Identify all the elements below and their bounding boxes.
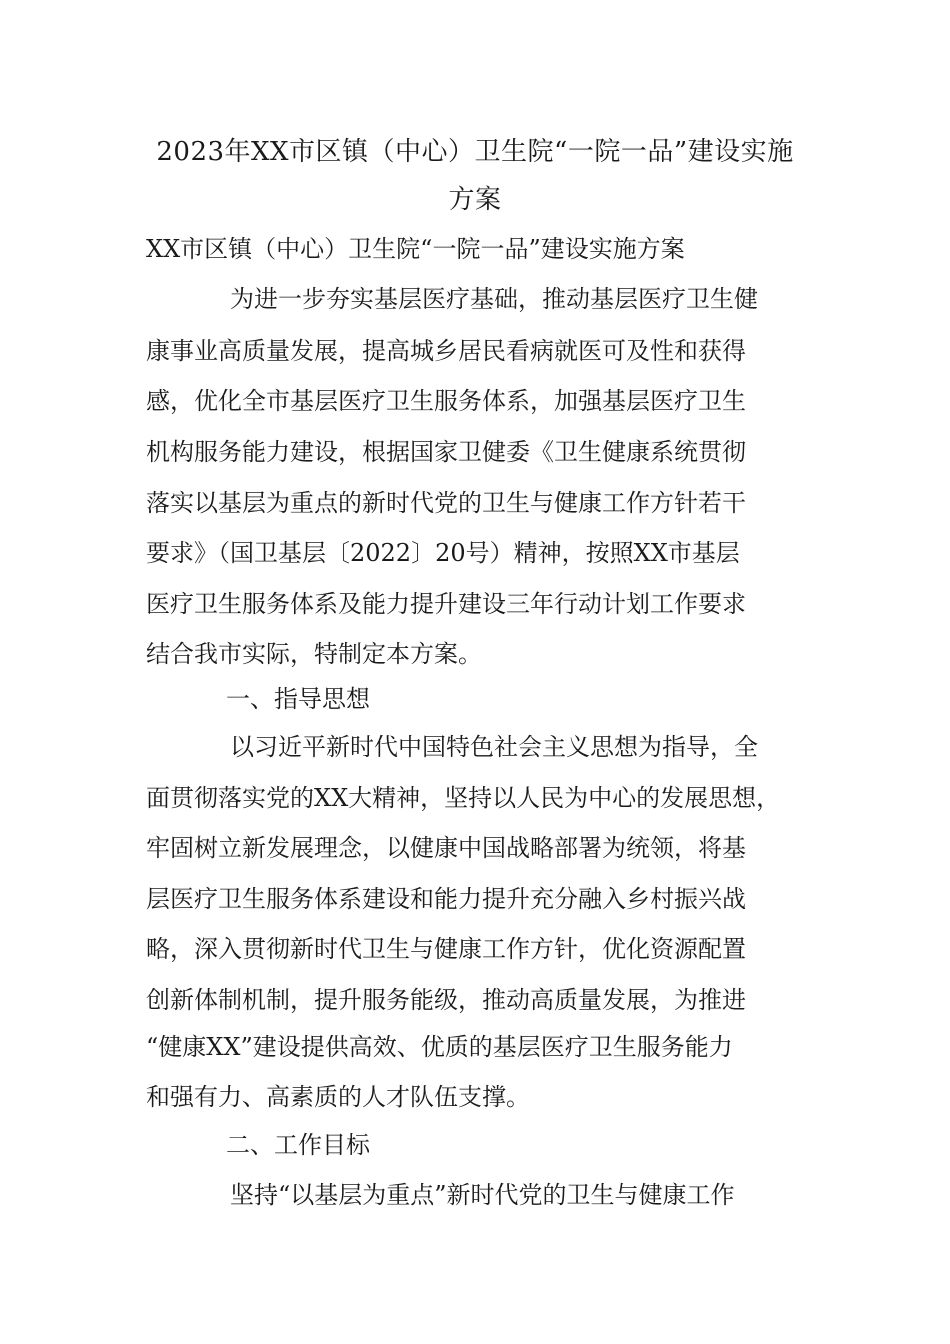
document-title-line-1: 2023年XX市区镇（中心）卫生院“一院一品”建设实施 (156, 137, 794, 167)
para2-line-5: 略，深入贯彻新时代卫生与健康工作方针，优化资源配置 (146, 935, 746, 963)
document-title-line-2: 方案 (448, 185, 502, 215)
document-subtitle: XX市区镇（中心）卫生院“一院一品”建设实施方案 (146, 235, 685, 263)
section-heading-work-goals: 二、工作目标 (226, 1131, 370, 1159)
para1-line-7: 医疗卫生服务体系及能力提升建设三年行动计划工作要求 (146, 590, 746, 618)
para2-line-2: 面贯彻落实党的XX大精神，坚持以人民为中心的发展思想， (146, 784, 781, 812)
para2-line-3: 牢固树立新发展理念，以健康中国战略部署为统领，将基 (146, 834, 746, 862)
para2-line-8: 和强有力、高素质的人才队伍支撑。 (146, 1083, 530, 1111)
para2-line-6: 创新体制机制，提升服务能级，推动高质量发展，为推进 (146, 986, 746, 1014)
para1-line-6: 要求》（国卫基层〔2022〕20号）精神，按照XX市基层 (146, 539, 740, 567)
para1-line-5: 落实以基层为重点的新时代党的卫生与健康工作方针若干 (146, 489, 746, 517)
para1-line-1: 为进一步夯实基层医疗基础，推动基层医疗卫生健 (230, 285, 758, 313)
para1-line-8: 结合我市实际，特制定本方案。 (146, 640, 482, 668)
para1-line-3: 感，优化全市基层医疗卫生服务体系，加强基层医疗卫生 (146, 387, 746, 415)
para3-line-1: 坚持“以基层为重点”新时代党的卫生与健康工作 (230, 1181, 735, 1209)
section-heading-guiding-ideology: 一、指导思想 (226, 685, 370, 713)
para2-line-4: 层医疗卫生服务体系建设和能力提升充分融入乡村振兴战 (146, 885, 746, 913)
para2-line-1: 以习近平新时代中国特色社会主义思想为指导，全 (230, 733, 758, 761)
para1-line-4: 机构服务能力建设，根据国家卫健委《卫生健康系统贯彻 (146, 438, 746, 466)
para1-line-2: 康事业高质量发展，提高城乡居民看病就医可及性和获得 (146, 337, 746, 365)
para2-line-7: “健康XX”建设提供高效、优质的基层医疗卫生服务能力 (146, 1033, 733, 1061)
